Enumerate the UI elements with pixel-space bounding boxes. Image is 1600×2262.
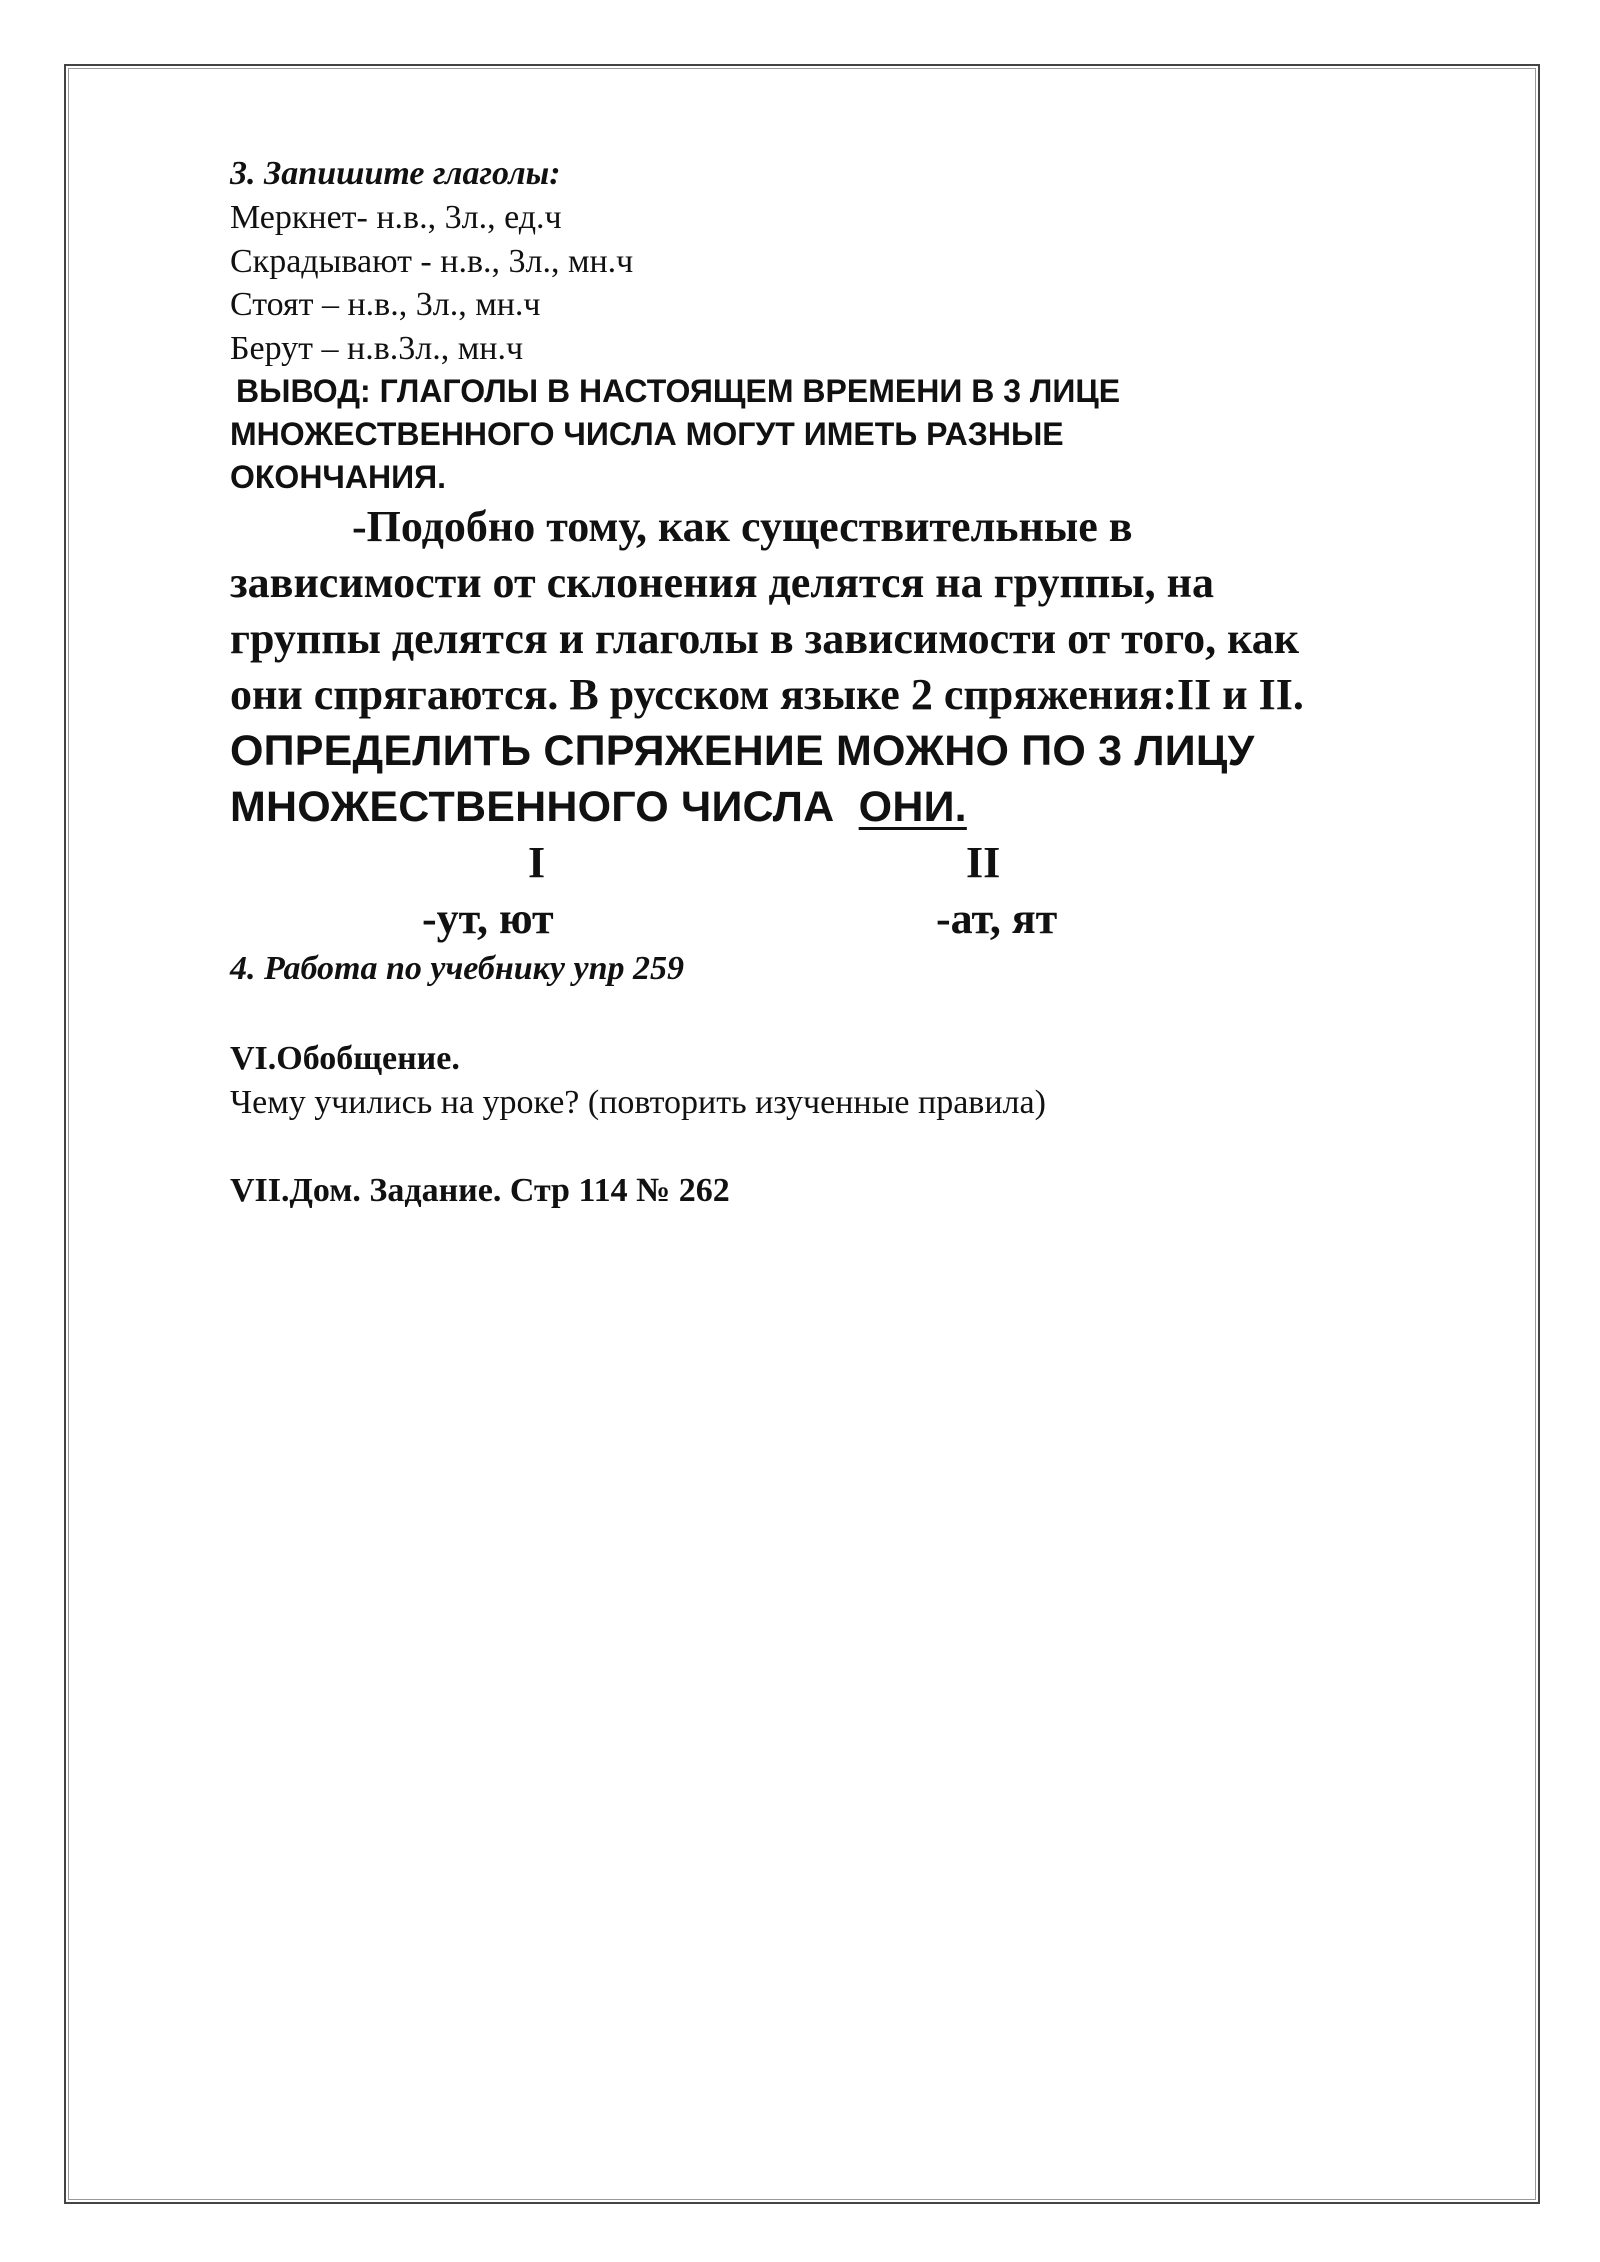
conclusion-line: ВЫВОД: ГЛАГОЛЫ В НАСТОЯЩЕМ ВРЕМЕНИ В 3 ЛИЦЕ [236, 373, 1121, 409]
explanation-line: группы делятся и глаголы в зависимости от того, как [230, 614, 1300, 663]
conclusion-block [230, 370, 1460, 499]
conjugation-labels [230, 835, 1460, 891]
conjugation-endings [230, 891, 1460, 947]
summary-text: Чему учились на уроке? (повторить изученные правила) [230, 1084, 1046, 1121]
verb-line: Берут – н.в.3л., мн.ч [230, 329, 524, 367]
homework-line: VII.Дом. Задание. Стр 114 № 262 [230, 1172, 730, 1209]
rule-line: ОПРЕДЕЛИТЬ СПРЯЖЕНИЕ МОЖНО ПО 3 ЛИЦУ [230, 727, 1255, 775]
document-body [230, 152, 1460, 1213]
rule-line-2 [230, 779, 1460, 835]
second-conjugation-endings: -ат, ят [936, 894, 1058, 943]
summary-heading: VI.Обобщение. [230, 1040, 460, 1077]
task3-heading: 3. Запишите глаголы: [230, 155, 561, 192]
verb-line: Стоят – н.в., 3л., мн.ч [230, 286, 541, 323]
explanation-block [230, 499, 1460, 835]
verb-line: Меркнет- н.в., 3л., ед.ч [230, 199, 562, 236]
conclusion-line: ОКОНЧАНИЯ. [230, 459, 447, 495]
first-conjugation-endings: -ут, ют [422, 894, 554, 943]
task4-heading: 4. Работа по учебнику упр 259 [230, 950, 685, 987]
verb-list [230, 196, 1460, 370]
explanation-line: они спрягаются. В русском языке 2 спряжения:II и II. [230, 670, 1304, 719]
rule-pronoun: ОНИ. [858, 783, 967, 831]
explanation-line: -Подобно тому, как существительные в [352, 502, 1133, 551]
first-conjugation-label: I [528, 838, 546, 887]
verb-line: Скрадывают - н.в., 3л., мн.ч [230, 242, 634, 280]
rule-text: МНОЖЕСТВЕННОГО ЧИСЛА [230, 783, 835, 831]
second-conjugation-label: II [966, 838, 1001, 887]
explanation-line: зависимости от склонения делятся на группы, на [230, 558, 1214, 607]
conclusion-line: МНОЖЕСТВЕННОГО ЧИСЛА МОГУТ ИМЕТЬ РАЗНЫЕ [230, 416, 1064, 452]
